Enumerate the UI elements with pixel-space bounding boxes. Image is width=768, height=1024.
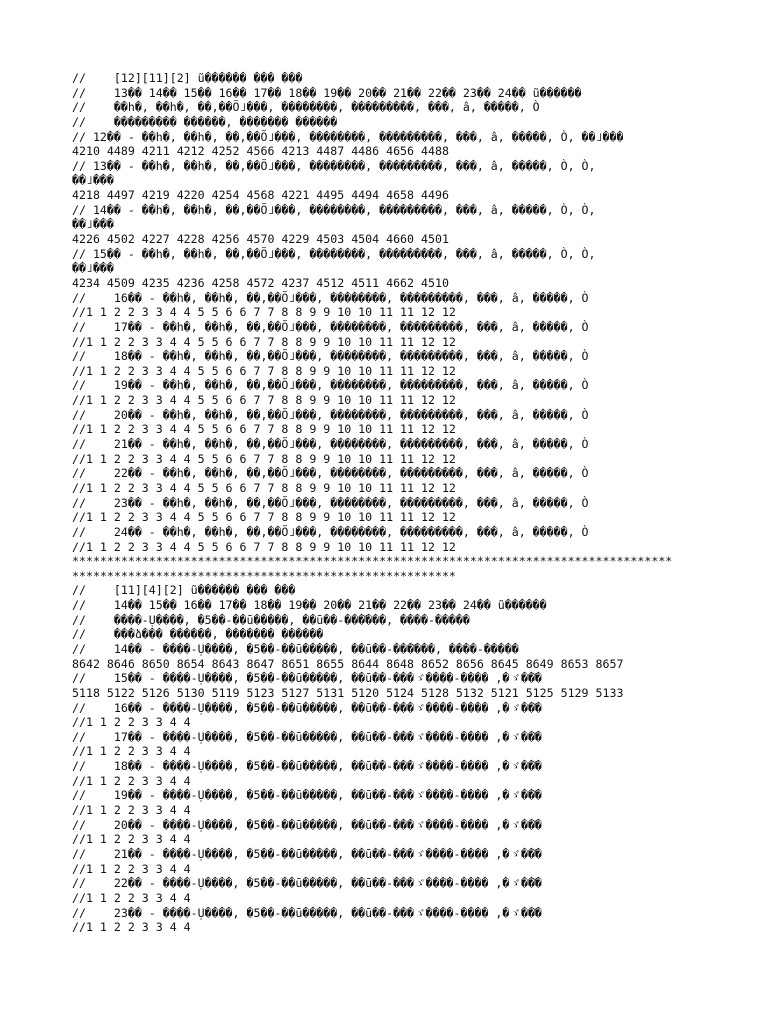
- text-line: //1 1 2 2 3 3 4 4: [72, 744, 191, 759]
- text-line: // 13�� 14�� 15�� 16�� 17�� 18�� 19�� 20�� 21�� 22�� 23�� 24�� ũ������: [72, 85, 582, 100]
- text-line: ��˩���: [72, 173, 114, 188]
- text-line: // 14�� - ����-Ụ����, �5��-��ū�����, ��ū��-���꙼���, ����-�����: [72, 641, 519, 656]
- text-line: //1 1 2 2 3 3 4 4: [72, 715, 191, 730]
- text-line: //1 1 2 2 3 3 4 4 5 5 6 6 7 7 8 8 9 9 10 10 11 11 12 12: [72, 451, 456, 466]
- text-line: // ����-Ụ����, �5��-��ū�����, ��ū��-���꙼���, ����-�����: [72, 612, 470, 627]
- text-line: 4218 4497 4219 4220 4254 4568 4221 4495 4494 4658 4496: [72, 188, 449, 203]
- text-line: 4234 4509 4235 4236 4258 4572 4237 4512 4511 4662 4510: [72, 275, 449, 290]
- text-line: // 21�� - ����-Ụ����, �5��-��ū�����, ��ū��-���ゞ����-���� ,�ゞ��꙼�: [72, 846, 542, 861]
- text-line: // ��h�, ��h�, ��,��Õ˩���, ��������, ���������, ���, â, �����, Ò: [72, 100, 540, 115]
- text-line: 4226 4502 4227 4228 4256 4570 4229 4503 4504 4660 4501: [72, 232, 449, 247]
- text-line: 4210 4489 4211 4212 4252 4566 4213 4487 4486 4656 4488: [72, 144, 449, 159]
- text-line: // 23�� - ����-Ụ����, �5��-��ū�����, ��ū��-���ゞ����-���� ,�ゞ��꙼�: [72, 905, 542, 920]
- text-line: // ���ձ��� ������, ������� ������: [72, 627, 324, 642]
- text-line: //1 1 2 2 3 3 4 4: [72, 773, 191, 788]
- text-line: 8642 8646 8650 8654 8643 8647 8651 8655 8644 8648 8652 8656 8645 8649 8653 8657: [72, 656, 624, 671]
- text-line: // 15�� - ����-Ụ����, �5��-��ū�����, ��ū��-���ゞ����-���� ,�ゞ��꙼�: [72, 671, 542, 686]
- text-line: ��˩���: [72, 217, 114, 232]
- text-line: // 18�� - ����-Ụ����, �5��-��ū�����, ��ū��-���ゞ����-���� ,�ゞ��꙼�: [72, 759, 542, 774]
- text-line: //1 1 2 2 3 3 4 4: [72, 920, 191, 935]
- text-line: // 12�� - ��h�, ��h�, ��,��Õ˩���, ��������, ���������, ���, â, �����, Ò, ��˩���: [72, 129, 624, 144]
- text-line: // 19�� - ��h�, ��h�, ��,��Õ˩���, ��������, ���������, ���, â, �����, Ò: [72, 378, 589, 393]
- text-line: // [12][11][2] ũ������ ��� ���: [72, 71, 303, 85]
- text-line: // 13�� - ��h�, ��h�, ��,��Õ˩���, ��������, ���������, ���, â, �����, Ò, Ò,: [72, 158, 596, 173]
- text-line: 5118 5122 5126 5130 5119 5123 5127 5131 5120 5124 5128 5132 5121 5125 5129 5133: [72, 685, 624, 700]
- text-line: // 17�� - ��h�, ��h�, ��,��Õ˩���, ��������, ���������, ���, â, �����, Ò: [72, 319, 589, 334]
- text-line: // 21�� - ��h�, ��h�, ��,��Õ˩���, ��������, ���������, ���, â, �����, Ò: [72, 437, 589, 452]
- text-line: // 22�� - ��h�, ��h�, ��,��Õ˩���, ��������, ���������, ���, â, �����, Ò: [72, 466, 589, 481]
- text-line: // 20�� - ����-Ụ����, �5��-��ū�����, ��ū��-���ゞ����-���� ,�ゞ��꙼�: [72, 817, 542, 832]
- text-line: //1 1 2 2 3 3 4 4 5 5 6 6 7 7 8 8 9 9 10 10 11 11 12 12: [72, 305, 456, 320]
- text-line: // 16�� - ��h�, ��h�, ��,��Õ˩���, ��������, ���������, ���, â, �����, Ò: [72, 290, 589, 305]
- text-line: // 17�� - ����-Ụ����, �5��-��ū�����, ��ū��-���ゞ����-���� ,�ゞ��꙼�: [72, 729, 542, 744]
- text-line: // 23�� - ��h�, ��h�, ��,��Õ˩���, ��������, ���������, ���, â, �����, Ò: [72, 495, 589, 510]
- text-line: //1 1 2 2 3 3 4 4 5 5 6 6 7 7 8 8 9 9 10 10 11 11 12 12: [72, 480, 456, 495]
- text-line: // 14�� 15�� 16�� 17�� 18�� 19�� 20�� 21�� 22�� 23�� 24�� ũ������: [72, 598, 547, 613]
- text-line: //1 1 2 2 3 3 4 4 5 5 6 6 7 7 8 8 9 9 10 10 11 11 12 12: [72, 510, 456, 525]
- text-line: // 24�� - ��h�, ��h�, ��,��Õ˩���, ��������, ���������, ���, â, �����, Ò: [72, 524, 589, 539]
- text-line: // 14�� - ��h�, ��h�, ��,��Õ˩���, ��������, ���������, ���, â, �����, Ò, Ò,: [72, 202, 596, 217]
- text-line: *******************************************************: [72, 568, 456, 583]
- text-line: //1 1 2 2 3 3 4 4 5 5 6 6 7 7 8 8 9 9 10 10 11 11 12 12: [72, 334, 456, 349]
- text-line: // 15�� - ��h�, ��h�, ��,��Õ˩���, ��������, ���������, ���, â, �����, Ò, Ò,: [72, 246, 596, 261]
- text-line: **************************************************************************************: [72, 554, 673, 569]
- text-line: //1 1 2 2 3 3 4 4 5 5 6 6 7 7 8 8 9 9 10 10 11 11 12 12: [72, 422, 456, 437]
- text-line: //1 1 2 2 3 3 4 4: [72, 832, 191, 847]
- text-line: // 18�� - ��h�, ��h�, ��,��Õ˩���, ��������, ���������, ���, â, �����, Ò: [72, 349, 589, 364]
- text-line: //1 1 2 2 3 3 4 4: [72, 890, 191, 905]
- text-line: // ��������� ������, ������� ������: [72, 114, 338, 129]
- text-line: //1 1 2 2 3 3 4 4: [72, 861, 191, 876]
- text-line: //1 1 2 2 3 3 4 4 5 5 6 6 7 7 8 8 9 9 10 10 11 11 12 12: [72, 363, 456, 378]
- document-page: [72, 71, 762, 935]
- text-line: //1 1 2 2 3 3 4 4: [72, 803, 191, 818]
- text-line: // 20�� - ��h�, ��h�, ��,��Õ˩���, ��������, ���������, ���, â, �����, Ò: [72, 407, 589, 422]
- text-line: ��˩���: [72, 261, 114, 276]
- text-line: //1 1 2 2 3 3 4 4 5 5 6 6 7 7 8 8 9 9 10 10 11 11 12 12: [72, 539, 456, 554]
- text-line: // 16�� - ����-Ụ����, �5��-��ū�����, ��ū��-���ゞ����-���� ,�ゞ��꙼�: [72, 700, 542, 715]
- text-line: //1 1 2 2 3 3 4 4 5 5 6 6 7 7 8 8 9 9 10 10 11 11 12 12: [72, 393, 456, 408]
- text-line: // 22�� - ����-Ụ����, �5��-��ū�����, ��ū��-���ゞ����-���� ,�ゞ��꙼�: [72, 876, 542, 891]
- text-line: // 19�� - ����-Ụ����, �5��-��ū�����, ��ū��-���ゞ����-���� ,�ゞ��꙼�: [72, 788, 542, 803]
- text-line: // [11][4][2] ũ������ ��� ���: [72, 583, 296, 598]
